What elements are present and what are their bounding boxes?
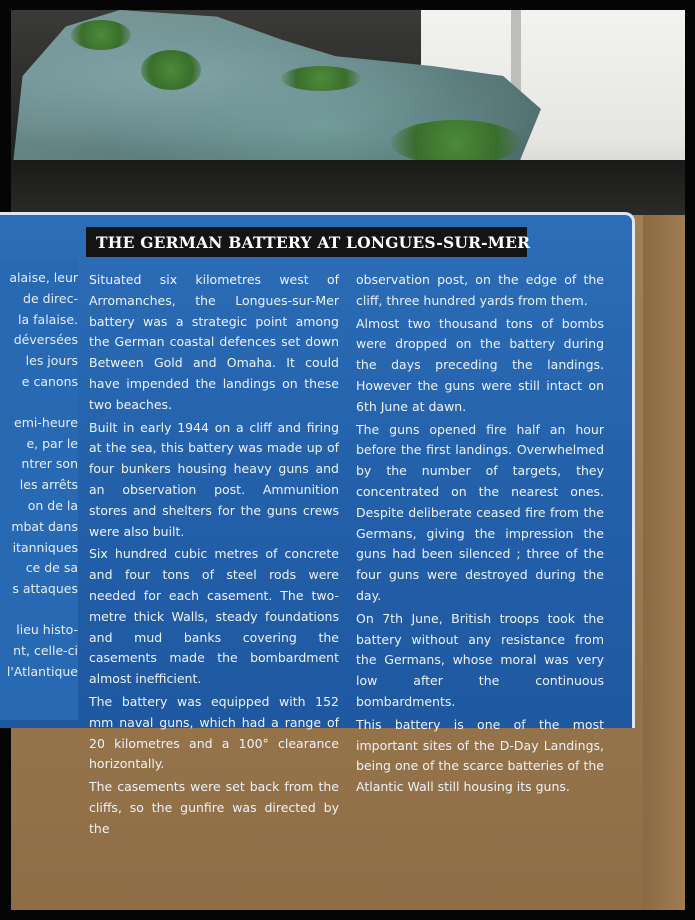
fragment-line: lieu histo- [16,621,78,637]
fragment-line: ntrer son [21,456,78,472]
title-banner [86,227,531,257]
fragment-line: déversées [13,332,78,348]
fragment-line: alaise, leur [9,270,78,285]
fragment-line: la falaise. [18,311,78,327]
paragraph: observation post, on the edge of the cliff, three hundred yards from them. [356,272,604,308]
fragment-line: emi-heure [14,414,78,430]
grass-patch [141,50,201,90]
paragraph: On 7th June, British troops took the battery without any resistance from the Germans, whose moral was very low after the continuous bombardments. [356,610,604,709]
text-column-right [356,270,604,800]
grass-patch [71,20,131,50]
fragment-line: itanniques [12,539,78,555]
fragment-line: les arrêts [19,477,78,493]
paragraph: The casements were set back from the cliffs, so the gunfire was directed by the [89,779,339,836]
paragraph: Six hundred cubic metres of concrete and four tons of steel rods were needed for each casement. The two-metre thick Walls, steady foundations and mud banks covering the casements made the bombardment almost inefficient. [89,546,339,687]
paragraph: The battery was equipped with 152 mm naval guns, which had a range of 20 kilometres and a 100° clearance horizontally. [89,693,339,772]
fragment-line: e, par le [26,435,78,451]
fragment-gap [0,600,78,620]
fragment-line: s attaques [12,581,78,597]
fragment-line: les jours [25,353,78,369]
fragment-line: on de la [27,497,78,513]
french-text-fragments [0,268,78,682]
paragraph: Situated six kilometres west of Arromanches, the Longues-sur-Mer battery was a strategic point among the German coastal defences set down Between Gold and Omaha. It could have impended the landings on these two beaches. [89,272,339,412]
paragraph: This battery is one of the most important sites of the D-Day Landings, being one of the scarce batteries of the Atlantic Wall still housing its guns. [356,716,604,795]
paragraph: The guns opened fire half an hour before the first landings. Overwhelmed by the number of targets, they concentrated on the nearest ones. Despite deliberate ceased fire from the Germans, giving the impression the guns had been silenced ; three of the four guns were destroyed during the day. [356,421,604,603]
sign-title: THE GERMAN BATTERY AT LONGUES-SUR-MER [96,232,531,252]
paragraph: Almost two thousand tons of bombs were dropped on the battery during the days preceding the landings. However the guns were still intact on 6th June at dawn. [356,315,604,414]
paragraph: Built in early 1944 on a cliff and firing at the sea, this battery was made up of four bunkers housing heavy guns and an observation post. Ammunition stores and shelters for the guns crews were also built. [89,419,339,539]
fragment-line: nt, celle-ci [13,642,78,658]
grass-patch [281,66,361,91]
fragment-line: l'Atlantique [6,663,78,679]
board-edge [643,215,685,910]
fragment-line: de direc- [23,290,78,306]
fragment-line: ce de sa [25,560,78,576]
text-column-left [89,270,339,842]
case-shadow [11,160,685,215]
grass-patch [391,120,521,165]
fragment-line: e canons [21,373,78,389]
fragment-gap [0,393,78,413]
fragment-line: mbat dans [11,518,78,534]
